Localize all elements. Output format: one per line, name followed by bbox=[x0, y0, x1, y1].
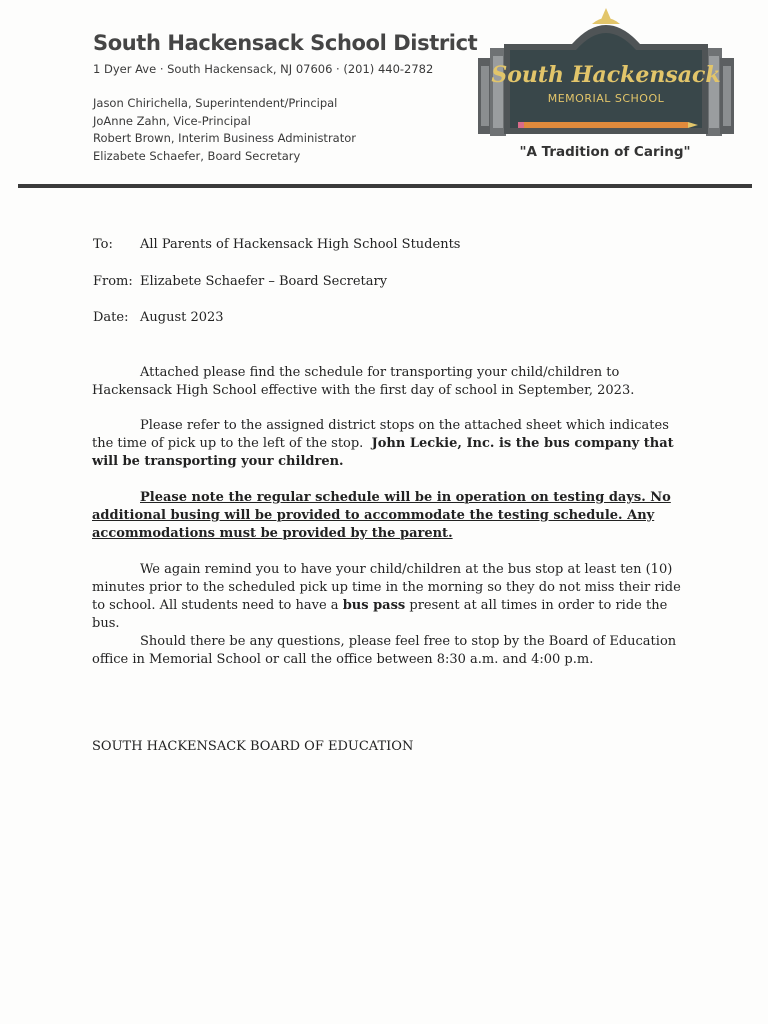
paragraph-testing-notice bbox=[92, 489, 682, 543]
logo-line1: South Hackensack bbox=[491, 62, 721, 88]
memo-from-label: From: bbox=[93, 274, 133, 289]
bus-company-note: John Leckie, Inc. is the bus company that will be transporting your children. bbox=[92, 436, 674, 469]
district-address: 1 Dyer Ave · South Hackensack, NJ 07606 · (201) 440-2782 bbox=[93, 62, 434, 76]
memo-to-label: To: bbox=[93, 237, 113, 252]
paragraph-stops-text: Please refer to the assigned district stops on the attached sheet which indicates the time of pick up to the left of the stop. bbox=[92, 418, 669, 451]
bus-pass-emphasis: bus pass bbox=[342, 598, 406, 613]
header-divider bbox=[18, 184, 752, 188]
memo-date-row bbox=[93, 310, 224, 325]
memo-to: All Parents of Hackensack High School Students bbox=[140, 237, 461, 252]
logo-line2: MEMORIAL SCHOOL bbox=[547, 92, 665, 105]
memo-from-row bbox=[93, 274, 387, 289]
paragraph-schedule-text: Attached please find the schedule for transporting your child/children to Hackensack High School effective with the first day of school in September, 2023. bbox=[92, 365, 635, 398]
memo-date: August 2023 bbox=[140, 310, 224, 325]
memo-date-label: Date: bbox=[93, 310, 129, 325]
paragraph-schedule bbox=[92, 364, 682, 400]
school-logo bbox=[476, 4, 736, 140]
memo-to-row bbox=[93, 237, 460, 252]
staff-board-secretary: Elizabete Schaefer, Board Secretary bbox=[93, 148, 301, 163]
questions-text: Should there be any questions, please feel free to stop by the Board of Education office in Memorial School or call the office between 8:30 a.m. and 4:00 p.m. bbox=[92, 634, 677, 667]
memo-from: Elizabete Schaefer – Board Secretary bbox=[140, 274, 388, 289]
reminder-text-b: present at all times in order to ride the bus. bbox=[92, 598, 668, 631]
district-name: South Hackensack School District bbox=[93, 31, 478, 55]
signoff: SOUTH HACKENSACK BOARD OF EDUCATION bbox=[92, 739, 414, 754]
paragraph-questions bbox=[92, 633, 682, 669]
testing-notice-text: Please note the regular schedule will be in operation on testing days. No additional busing will be provided to accommodate the testing schedule. Any accommodations must be provided by the parent. bbox=[92, 490, 671, 541]
district-motto: "A Tradition of Caring" bbox=[519, 144, 691, 160]
reminder-text-a: We again remind you to have your child/children at the bus stop at least ten (10) minutes prior to the scheduled pick up time in the morning so they do not miss their ride to school. All students need to have a bbox=[92, 562, 681, 613]
paragraph-reminder bbox=[92, 561, 682, 633]
staff-superintendent: Jason Chirichella, Superintendent/Principal bbox=[93, 96, 338, 110]
staff-business-administrator: Robert Brown, Interim Business Administrator bbox=[93, 131, 356, 145]
staff-vice-principal: JoAnne Zahn, Vice-Principal bbox=[93, 113, 251, 128]
staff-list bbox=[93, 95, 356, 165]
paragraph-stops bbox=[92, 417, 682, 471]
